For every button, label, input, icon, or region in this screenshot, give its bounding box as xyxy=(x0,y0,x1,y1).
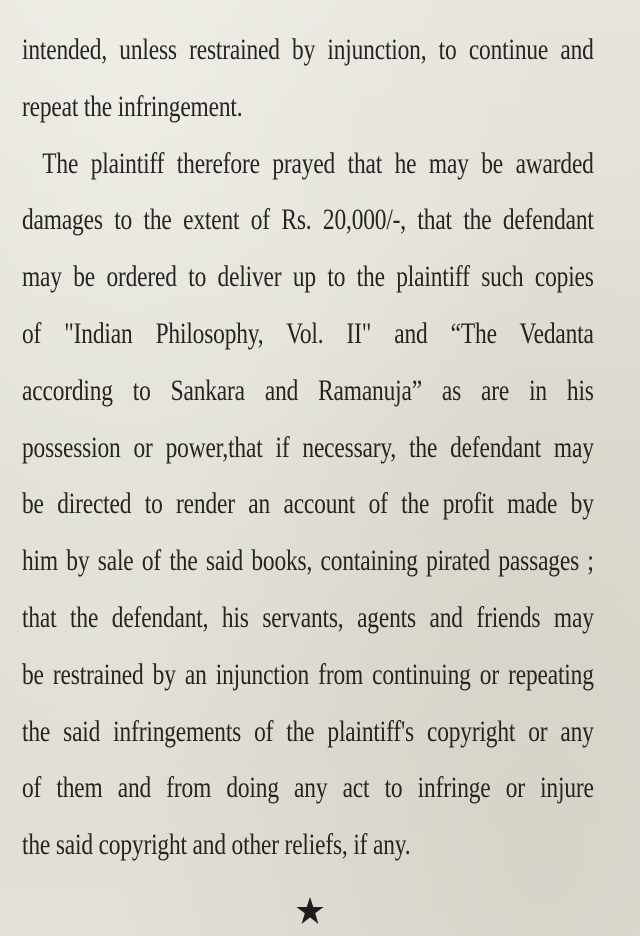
text-line: the said copyright and other reliefs, if any. xyxy=(22,828,411,862)
body-text xyxy=(22,22,594,874)
text-line: may be ordered to deliver up to the plaintiff such copies xyxy=(22,260,594,294)
text-line: be directed to render an account of the profit made by xyxy=(22,487,594,521)
text-line: according to Sankara and Ramanuja” as are in his xyxy=(22,373,594,407)
text-line: him by sale of the said books, containing pirated passages ; xyxy=(22,544,594,578)
text-line: repeat the infringement. xyxy=(22,89,243,123)
star-icon xyxy=(296,896,324,926)
text-line: The plaintiff therefore prayed that he may be awarded xyxy=(42,146,594,180)
text-line: that the defendant, his servants, agents and friends may xyxy=(22,600,594,634)
text-line: be restrained by an injunction from continuing or repeating xyxy=(22,657,594,691)
text-line: damages to the extent of Rs. 20,000/-, that the defendant xyxy=(22,203,594,237)
text-line: intended, unless restrained by injunction, to continue and xyxy=(22,33,594,66)
text-line: of them and from doing any act to infringe or injure xyxy=(22,771,594,805)
text-line: of "Indian Philosophy, Vol. II" and “The Vedanta xyxy=(22,316,594,350)
text-line: possession or power,that if necessary, the defendant may xyxy=(22,430,594,464)
text-line: the said infringements of the plaintiff's copyright or any xyxy=(22,714,594,748)
